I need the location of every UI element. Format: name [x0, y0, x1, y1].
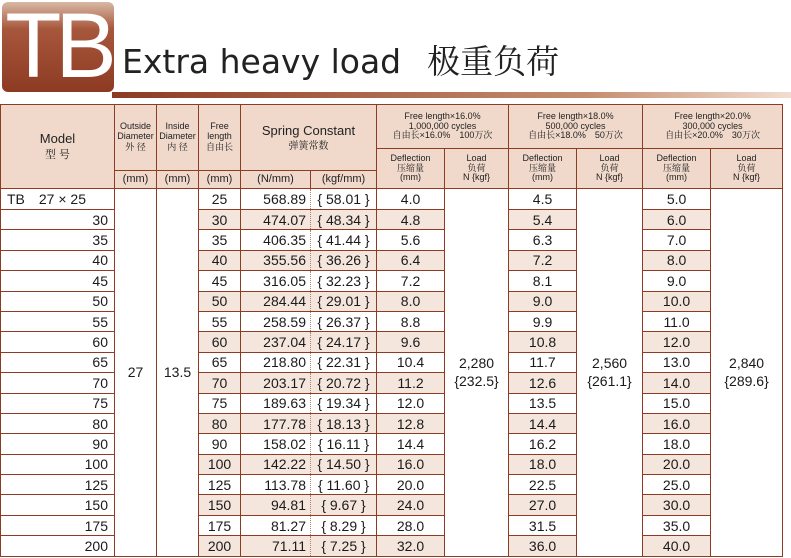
cell-spring-n: 316.05 — [241, 271, 311, 291]
cell-model: 80 — [1, 413, 115, 433]
cell-deflection-3: 14.0 — [643, 373, 711, 393]
cell-deflection-2: 9.9 — [509, 311, 577, 331]
cell-spring-kgf: { 16.11 } — [311, 434, 377, 454]
cell-deflection-2: 5.4 — [509, 210, 577, 230]
cell-model: 90 — [1, 434, 115, 454]
cell-deflection-2: 36.0 — [509, 536, 577, 556]
cell-deflection-2: 6.3 — [509, 230, 577, 250]
cell-spring-n: 568.89 — [241, 189, 311, 210]
cell-free-length: 60 — [199, 332, 241, 352]
cell-deflection-1: 5.6 — [377, 230, 445, 250]
cell-deflection-3: 16.0 — [643, 413, 711, 433]
header-id-unit: (mm) — [157, 171, 199, 189]
cell-deflection-3: 9.0 — [643, 271, 711, 291]
cell-free-length: 55 — [199, 311, 241, 331]
cell-model: 35 — [1, 230, 115, 250]
table-body — [1, 189, 783, 557]
cell-deflection-2: 12.6 — [509, 373, 577, 393]
cell-deflection-3: 18.0 — [643, 434, 711, 454]
cell-deflection-1: 11.2 — [377, 373, 445, 393]
cell-load-2 — [577, 189, 643, 557]
cell-spring-kgf: { 18.13 } — [311, 413, 377, 433]
header-deflection-2: Deflection 压缩量 (mm) — [509, 149, 577, 189]
cell-spring-n: 189.63 — [241, 393, 311, 413]
cell-spring-kgf: { 58.01 } — [311, 189, 377, 210]
cell-spring-n: 474.07 — [241, 210, 311, 230]
cell-free-length: 65 — [199, 352, 241, 372]
header-load-1: Load 负荷 N {kgf} — [445, 149, 509, 189]
cell-deflection-3: 5.0 — [643, 189, 711, 210]
cell-spring-n: 142.22 — [241, 454, 311, 474]
cell-spring-n: 203.17 — [241, 373, 311, 393]
cell-deflection-3: 25.0 — [643, 475, 711, 495]
header-model: Model 型 号 — [1, 105, 115, 189]
cell-spring-n: 81.27 — [241, 515, 311, 535]
header-group-1: Free length×16.0% 1,000,000 cycles 自由长×16.0% 100万次 — [377, 105, 509, 149]
header-inside-diameter: Inside Diameter 内 径 — [157, 105, 199, 171]
cell-deflection-3: 10.0 — [643, 291, 711, 311]
load-newton: 2,560 — [592, 355, 628, 372]
cell-model: 45 — [1, 271, 115, 291]
cell-spring-kgf: { 32.23 } — [311, 271, 377, 291]
cell-deflection-1: 7.2 — [377, 271, 445, 291]
cell-deflection-3: 11.0 — [643, 311, 711, 331]
cell-deflection-1: 12.8 — [377, 413, 445, 433]
cell-deflection-2: 18.0 — [509, 454, 577, 474]
table-header — [1, 105, 783, 189]
cell-spring-n: 355.56 — [241, 250, 311, 270]
cell-spring-n: 158.02 — [241, 434, 311, 454]
header-group-3: Free length×20.0% 300,000 cycles 自由长×20.0% 30万次 — [643, 105, 783, 149]
cell-free-length: 80 — [199, 413, 241, 433]
header-od-unit: (mm) — [115, 171, 157, 189]
cell-deflection-1: 9.6 — [377, 332, 445, 352]
header-deflection-3: Deflection 压缩量 (mm) — [643, 149, 711, 189]
cell-deflection-3: 35.0 — [643, 515, 711, 535]
cell-free-length: 150 — [199, 495, 241, 515]
cell-spring-kgf: { 7.25 } — [311, 536, 377, 556]
cell-spring-n: 406.35 — [241, 230, 311, 250]
cell-spring-kgf: { 19.34 } — [311, 393, 377, 413]
header-group-2: Free length×18.0% 500,000 cycles 自由长×18.0% 50万次 — [509, 105, 643, 149]
header-free-length: Free length 自由长 — [199, 105, 241, 171]
cell-spring-n: 94.81 — [241, 495, 311, 515]
cell-deflection-3: 15.0 — [643, 393, 711, 413]
cell-spring-kgf: { 24.17 } — [311, 332, 377, 352]
cell-deflection-1: 10.4 — [377, 352, 445, 372]
cell-deflection-1: 20.0 — [377, 475, 445, 495]
cell-spring-kgf: { 29.01 } — [311, 291, 377, 311]
cell-deflection-1: 8.0 — [377, 291, 445, 311]
header-load-3: Load 负荷 N {kgf} — [711, 149, 783, 189]
cell-deflection-3: 30.0 — [643, 495, 711, 515]
cell-deflection-2: 22.5 — [509, 475, 577, 495]
cell-spring-kgf: { 41.44 } — [311, 230, 377, 250]
cell-outside-diameter: 27 — [115, 189, 157, 557]
page-header — [0, 0, 791, 96]
cell-deflection-1: 14.4 — [377, 434, 445, 454]
cell-deflection-2: 13.5 — [509, 393, 577, 413]
cell-model: 60 — [1, 332, 115, 352]
load-newton: 2,840 — [729, 355, 765, 372]
cell-spring-kgf: { 22.31 } — [311, 352, 377, 372]
cell-deflection-2: 31.5 — [509, 515, 577, 535]
header-rule — [112, 92, 791, 98]
cell-deflection-1: 6.4 — [377, 250, 445, 270]
series-badge — [2, 2, 114, 92]
cell-deflection-3: 20.0 — [643, 454, 711, 474]
header-load-2: Load 负荷 N {kgf} — [577, 149, 643, 189]
cell-spring-n: 237.04 — [241, 332, 311, 352]
cell-free-length: 70 — [199, 373, 241, 393]
cell-deflection-3: 13.0 — [643, 352, 711, 372]
cell-free-length: 30 — [199, 210, 241, 230]
cell-load-3 — [711, 189, 783, 557]
cell-deflection-2: 10.8 — [509, 332, 577, 352]
load-kgf: {261.1} — [587, 373, 632, 390]
cell-spring-kgf: { 9.67 } — [311, 495, 377, 515]
header-spring-unit-kgf: (kgf/mm) — [311, 171, 377, 189]
cell-deflection-1: 4.8 — [377, 210, 445, 230]
cell-deflection-3: 8.0 — [643, 250, 711, 270]
cell-spring-kgf: { 36.26 } — [311, 250, 377, 270]
load-newton: 2,280 — [459, 355, 495, 372]
cell-deflection-1: 8.8 — [377, 311, 445, 331]
cell-deflection-3: 12.0 — [643, 332, 711, 352]
cell-deflection-3: 7.0 — [643, 230, 711, 250]
cell-spring-n: 284.44 — [241, 291, 311, 311]
cell-deflection-2: 27.0 — [509, 495, 577, 515]
cell-deflection-3: 6.0 — [643, 210, 711, 230]
cell-free-length: 50 — [199, 291, 241, 311]
cell-spring-kgf: { 20.72 } — [311, 373, 377, 393]
cell-deflection-2: 7.2 — [509, 250, 577, 270]
spec-table — [0, 104, 783, 557]
cell-spring-n: 218.80 — [241, 352, 311, 372]
header-spring-constant: Spring Constant 弹簧常数 — [241, 105, 377, 171]
cell-free-length: 100 — [199, 454, 241, 474]
cell-model: 55 — [1, 311, 115, 331]
load-kgf: {289.6} — [724, 373, 769, 390]
header-spring-unit-n: (N/mm) — [241, 171, 311, 189]
title-english: Extra heavy load — [122, 42, 402, 81]
cell-spring-kgf: { 14.50 } — [311, 454, 377, 474]
cell-spring-n: 258.59 — [241, 311, 311, 331]
cell-model: 65 — [1, 352, 115, 372]
cell-free-length: 40 — [199, 250, 241, 270]
cell-free-length: 25 — [199, 189, 241, 210]
cell-spring-kgf: { 11.60 } — [311, 475, 377, 495]
cell-free-length: 125 — [199, 475, 241, 495]
cell-free-length: 175 — [199, 515, 241, 535]
cell-model: 100 — [1, 454, 115, 474]
title-chinese: 极重负荷 — [427, 42, 560, 81]
cell-spring-n: 177.78 — [241, 413, 311, 433]
series-badge-label: TB — [5, 2, 111, 92]
cell-load-1 — [445, 189, 509, 557]
cell-deflection-2: 8.1 — [509, 271, 577, 291]
cell-model: 125 — [1, 475, 115, 495]
cell-model: TB 27 × 25 — [1, 189, 115, 210]
cell-deflection-2: 9.0 — [509, 291, 577, 311]
cell-model: 200 — [1, 536, 115, 556]
cell-deflection-2: 14.4 — [509, 413, 577, 433]
cell-spring-kgf: { 26.37 } — [311, 311, 377, 331]
spec-table-container — [0, 104, 791, 557]
page-title — [122, 36, 559, 83]
cell-deflection-1: 32.0 — [377, 536, 445, 556]
cell-free-length: 35 — [199, 230, 241, 250]
cell-spring-n: 71.11 — [241, 536, 311, 556]
table-row — [1, 189, 783, 210]
cell-model: 150 — [1, 495, 115, 515]
header-free-unit: (mm) — [199, 171, 241, 189]
cell-model: 50 — [1, 291, 115, 311]
cell-spring-n: 113.78 — [241, 475, 311, 495]
header-deflection-1: Deflection 压缩量 (mm) — [377, 149, 445, 189]
cell-spring-kgf: { 8.29 } — [311, 515, 377, 535]
cell-model: 70 — [1, 373, 115, 393]
cell-deflection-1: 4.0 — [377, 189, 445, 210]
cell-free-length: 200 — [199, 536, 241, 556]
header-outside-diameter: Outside Diameter 外 径 — [115, 105, 157, 171]
cell-model: 30 — [1, 210, 115, 230]
cell-free-length: 75 — [199, 393, 241, 413]
cell-free-length: 90 — [199, 434, 241, 454]
cell-deflection-1: 24.0 — [377, 495, 445, 515]
cell-inside-diameter: 13.5 — [157, 189, 199, 557]
cell-model: 175 — [1, 515, 115, 535]
cell-deflection-1: 28.0 — [377, 515, 445, 535]
cell-deflection-1: 12.0 — [377, 393, 445, 413]
cell-model: 75 — [1, 393, 115, 413]
cell-model: 40 — [1, 250, 115, 270]
cell-deflection-2: 16.2 — [509, 434, 577, 454]
cell-free-length: 45 — [199, 271, 241, 291]
cell-deflection-1: 16.0 — [377, 454, 445, 474]
load-kgf: {232.5} — [454, 373, 499, 390]
cell-deflection-2: 4.5 — [509, 189, 577, 210]
cell-deflection-2: 11.7 — [509, 352, 577, 372]
cell-deflection-3: 40.0 — [643, 536, 711, 556]
cell-spring-kgf: { 48.34 } — [311, 210, 377, 230]
